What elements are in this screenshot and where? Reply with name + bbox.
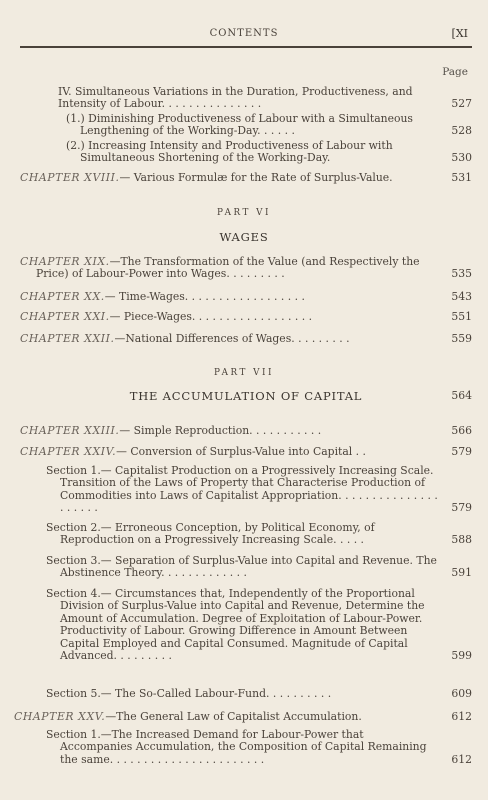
toc-entry-page: 588 <box>451 533 472 547</box>
toc-chapter-xviii <box>20 172 472 184</box>
toc-entry-page: 564 <box>451 389 472 402</box>
chapter-title: — Piece-Wages. . . . . . . . . . . . . . . . . . <box>109 310 313 323</box>
toc-section-xxiv-2 <box>46 522 472 547</box>
toc-chapter-xxiv <box>20 446 472 458</box>
header-rule <box>20 46 472 48</box>
toc-entry-page: 528 <box>451 124 472 138</box>
toc-chapter-xxv <box>14 711 472 723</box>
toc-section-xxiv-5 <box>46 688 472 700</box>
toc-entry-text: Section 3.— Separation of Surplus-Value into Capital and Revenue. The Abstinence Theory. . . . . . . . . . . . . <box>46 554 437 580</box>
toc-chapter-xxi <box>20 311 472 323</box>
toc-entry-page: 527 <box>451 97 472 111</box>
toc-chapter-xx <box>20 291 472 303</box>
part-vii-label: PART VII <box>214 368 274 378</box>
part-vii-heading <box>20 390 472 402</box>
toc-entry-page: 543 <box>451 290 472 303</box>
page-column-label: Page <box>442 66 468 78</box>
toc-entry-text: Section 2.— Erroneous Conception, by Political Economy, of Reproduction on a Progressively Increasing Scale. . . . . <box>46 521 375 547</box>
toc-entry-page: 566 <box>451 424 472 437</box>
chapter-label: CHAPTER XXI. <box>20 310 110 323</box>
chapter-title: — Conversion of Surplus-Value into Capital . . <box>116 445 366 458</box>
part-vi-title: WAGES <box>219 230 269 244</box>
toc-entry-page: 599 <box>451 649 472 663</box>
toc-entry-page: 591 <box>451 566 472 580</box>
toc-entry-page: 612 <box>451 752 472 766</box>
toc-section-xxv-1 <box>46 729 472 766</box>
chapter-label: CHAPTER XIX. <box>20 255 110 268</box>
toc-entry-text: IV. Simultaneous Variations in the Duration, Productiveness, and Intensity of Labour. . . . . . . . . . . . . . . <box>58 85 413 111</box>
toc-chapter-xix <box>20 256 472 281</box>
toc-entry-page: 579 <box>451 501 472 515</box>
part-vi-label: PART VI <box>217 208 271 218</box>
toc-entry-text: Section 5.— The So-Called Labour-Fund. . . . . . . . . . <box>46 687 332 700</box>
toc-entry-iv-2 <box>66 140 472 165</box>
chapter-label: CHAPTER XVIII. <box>20 171 120 184</box>
chapter-label: CHAPTER XXIV. <box>20 445 117 458</box>
toc-entry-page: 612 <box>451 710 472 723</box>
chapter-title: — Simple Reproduction. . . . . . . . . . . <box>119 424 322 437</box>
toc-section-xxiv-3 <box>46 555 472 580</box>
toc-entry-iv <box>58 86 472 111</box>
toc-entry-text: Section 4.— Circumstances that, Independently of the Proportional Division of Surplus-Value into Capital and Revenue, Determine the Amount of Accumulation. Degree of Exploitation of Labour-Power. Productivity of Labour. Growing Difference in Amount Between Capital Employed and Capital Consumed. Magnitude of Capital Advanced. . . . . . . . . <box>46 587 425 663</box>
toc-section-xxiv-1 <box>46 465 472 515</box>
running-header <box>0 28 488 44</box>
chapter-title: —The Transformation of the Value (and Respectively the Price) of Labour-Power into Wages. . . . . . . . . <box>36 255 420 281</box>
toc-entry-page: 609 <box>451 687 472 700</box>
toc-entry-text: Section 1.— Capitalist Production on a Progressively Increasing Scale. Transition of the Laws of Property that Characterise Production of Commodities into Laws of Capitalist Appropriation. . . . . . . . . . . . . . . . . . . . . <box>46 464 438 515</box>
header-page-number: [XI <box>451 27 468 40</box>
chapter-label: CHAPTER XX. <box>20 290 105 303</box>
toc-chapter-xxiii <box>20 425 472 437</box>
toc-entry-text: (1.) Diminishing Productiveness of Labour with a Simultaneous Lengthening of the Working-Day. . . . . . <box>66 112 413 138</box>
chapter-title: —The General Law of Capitalist Accumulation. <box>105 710 362 723</box>
chapter-title: —National Differences of Wages. . . . . . . . . <box>114 332 350 345</box>
chapter-label: CHAPTER XXIII. <box>20 424 120 437</box>
chapter-title: — Various Formulæ for the Rate of Surplus-Value. <box>119 171 393 184</box>
chapter-label: CHAPTER XXV. <box>14 710 106 723</box>
toc-entry-text: Section 1.—The Increased Demand for Labour-Power that Accompanies Accumulation, the Composition of Capital Remaining the same. . . . . . . . . . . . . . . . . . . . . . . <box>46 728 427 766</box>
toc-entry-iv-1 <box>66 113 472 138</box>
toc-entry-page: 530 <box>451 151 472 165</box>
chapter-label: CHAPTER XXII. <box>20 332 115 345</box>
toc-section-xxiv-4 <box>46 588 472 662</box>
toc-entry-page: 551 <box>451 310 472 323</box>
toc-chapter-xxii <box>20 333 472 345</box>
toc-entry-page: 535 <box>451 267 472 281</box>
toc-entry-page: 531 <box>451 171 472 184</box>
part-vii-title: THE ACCUMULATION OF CAPITAL <box>129 389 363 403</box>
header-title: CONTENTS <box>209 28 279 39</box>
toc-entry-page: 559 <box>451 332 472 345</box>
toc-entry-page: 579 <box>451 445 472 458</box>
chapter-title: — Time-Wages. . . . . . . . . . . . . . . . . . <box>104 290 305 303</box>
toc-entry-text: (2.) Increasing Intensity and Productiveness of Labour with Simultaneous Shortening of the Working-Day. <box>66 139 393 165</box>
